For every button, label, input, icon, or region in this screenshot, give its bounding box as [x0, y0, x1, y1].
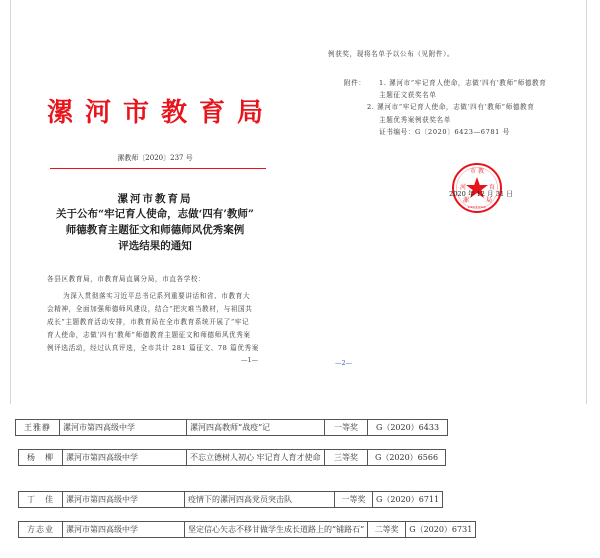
- award-row: [18, 491, 443, 508]
- award-row: [18, 449, 446, 466]
- school-name: 漯河市第四高级中学: [60, 420, 187, 436]
- page-number: —1—: [241, 356, 259, 364]
- document-number: 漯教师〔2020〕237 号: [117, 154, 193, 162]
- body-paragraph-line: 育人使命，志做‘四有’教师”师德教育主题征文和师德师风优秀案: [47, 331, 251, 339]
- svg-text:漯: 漯: [463, 197, 470, 204]
- attachment-item-continuation: 主题征文获奖名单: [379, 91, 437, 99]
- school-name: 漯河市第四高级中学: [63, 450, 187, 466]
- entry-title: 漯河四高教师“战疫”记: [187, 420, 325, 436]
- notice-title-line: 评选结果的通知: [118, 240, 192, 252]
- award-row: [18, 521, 476, 538]
- certificate-number-range: 证书编号：G〔2020〕6423—6781 号: [379, 128, 510, 136]
- winner-name: 王雅静: [16, 420, 60, 436]
- attachment-item: 2. 漯河市“牢记育人使命，志做‘四有’教师”师德教育: [367, 103, 535, 111]
- svg-text:市 教: 市 教: [470, 168, 484, 175]
- notice-title-issuer: 漯河市教育局: [117, 193, 193, 205]
- document-page-2: [299, 0, 587, 404]
- school-name: 漯河市第四高级中学: [63, 522, 185, 538]
- issue-date: 2020 年 12 月 31 日: [449, 190, 513, 198]
- winner-name: 方志业: [19, 522, 63, 538]
- certificate-number: G（2020）6433: [368, 420, 448, 436]
- body-paragraph-line: 成长”主题教育活动安排，市教育局在全市教育系统开展了“牢记: [47, 318, 250, 326]
- body-paragraph-line: 会精神，全面加强师德师风建设，结合“把灾难当教材，与祖国共: [47, 305, 253, 313]
- certificate-number: G（2020）6711: [373, 492, 443, 508]
- award-level: 三等奖: [325, 450, 368, 466]
- attachment-item-continuation: 主题优秀案例获奖名单: [379, 116, 451, 124]
- award-row: [15, 419, 448, 436]
- svg-text:育: 育: [489, 184, 496, 191]
- award-level: 一等奖: [335, 492, 373, 508]
- school-name: 漯河市第四高级中学: [63, 492, 185, 508]
- body-paragraph-line: 例评选活动，经过认真评选，全市共计 281 篇征文、78 篇优秀案: [47, 344, 259, 352]
- red-divider-line: [50, 168, 266, 169]
- attachment-item: 1. 漯河市“牢记育人使命，志做‘四有’教师”师德教育: [379, 79, 547, 87]
- certificate-number: G（2020）6731: [406, 522, 476, 538]
- svg-text:河: 河: [460, 184, 467, 191]
- notice-title-line: 师德教育主题征文和师德师风优秀案例: [65, 224, 245, 236]
- body-paragraph-line: 为深入贯彻落实习近平总书记系列重要讲话和省、市教育大: [63, 292, 251, 300]
- attachments-label: 附件：: [344, 79, 366, 87]
- entry-title: 疫情下的漯河四高党员突击队: [185, 492, 335, 508]
- winner-name: 杨 柳: [19, 450, 63, 466]
- document-page-1: [10, 0, 300, 404]
- page-number: —2—: [335, 359, 353, 367]
- svg-text:局: 局: [486, 197, 493, 204]
- entry-title: 坚定信心矢志不移甘做学生成长道路上的“铺路石”: [185, 522, 368, 538]
- salutation: 各县区教育局，市教育局直属分局，市直各学校：: [47, 275, 206, 283]
- award-level: 一等奖: [325, 420, 368, 436]
- continuation-text: 例获奖，现将名单予以公布（见附件）。: [328, 50, 455, 58]
- notice-title-line: 关于公布“牢记育人使命，志做‘四有’教师”: [56, 208, 254, 220]
- agency-title: 漯河市教育局: [46, 98, 275, 128]
- certificate-number: G（2020）6566: [368, 450, 446, 466]
- entry-title: 不忘立德树人初心 牢记育人育才使命: [187, 450, 325, 466]
- award-level: 二等奖: [368, 522, 406, 538]
- winner-name: 丁 佳: [19, 492, 63, 508]
